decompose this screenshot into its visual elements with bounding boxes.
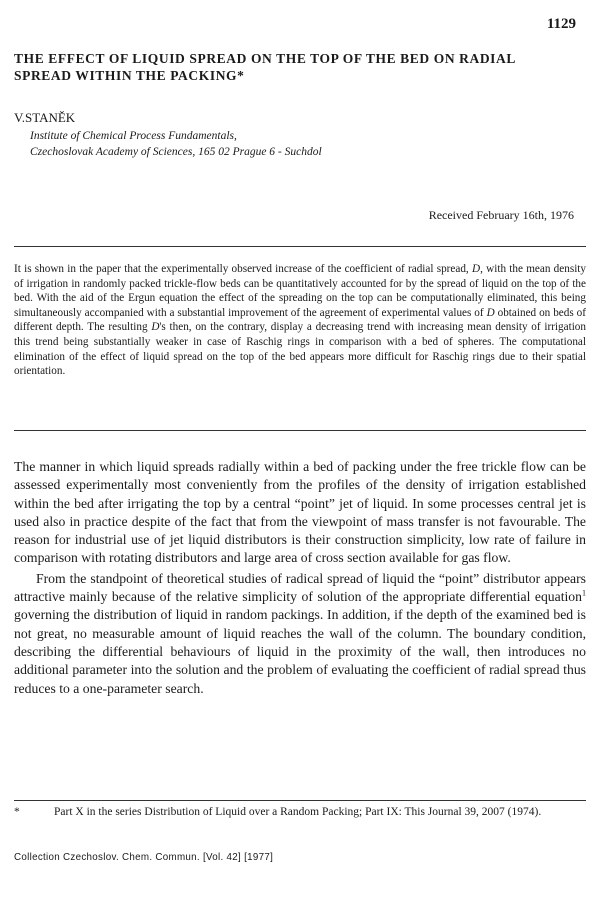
footnote [14,804,586,820]
abstract-text-4: 's then, on the contrary, display a decreasing trend with increasing mean density of irrigation this trend being substantially weaker in case of Raschig rings in comparison with a bed of spheres. The computational elimination of the effect of liquid spread on the top of the bed appears more difficult for Raschig rings due to their spatial orientation. [14,321,586,378]
footnote-text: Part X in the series Distribution of Liquid over a Random Packing; Part IX: This Journal 39, 2007 (1974). [54,806,542,818]
affiliation-line-2: Czechoslovak Academy of Sciences, 165 02 Prague 6 - Suchdol [30,146,322,158]
received-date: Received February 16th, 1976 [428,208,574,222]
abstract-symbol-d: D [151,321,160,334]
paragraph-2-text-b: governing the distribution of liquid in random packings. In addition, if the depth of the examined bed is not great, no measurable amount of liquid reaches the wall of the column. The boundary condition, describing the differential behaviours of liquid in the proximity of the wall, then introduces no additional parameter into the solution and the problem of evaluating the coefficient of radial spread thus reduces to a one-parameter search. [14,607,586,696]
reference-marker: 1 [582,588,586,598]
abstract-bottom-rule [14,430,586,431]
article-title: THE EFFECT OF LIQUID SPREAD ON THE TOP OF THE BED ON RADIAL SPREAD WITHIN THE PACKING* [14,51,516,83]
body-paragraph-2 [14,570,586,698]
body-text [14,458,586,698]
abstract-text-2: , with the mean density of irrigation in randomly packed trickle-flow beds can be quantitatively accounted for by the spread of liquid on the top of the bed. With the aid of the Ergun equation the effect of the spreading on the top can be computationally eliminated, this being simultaneously accompanied with a substantial improvement of the agreement of experimental values of [14,263,587,319]
abstract-text-3: obtained on beds of different depth. The resulting [14,306,586,334]
author-affiliation [30,128,570,160]
author-name: V.STANĚK [14,110,76,125]
page-number: 1129 [546,16,576,32]
abstract [14,262,586,379]
abstract-symbol-d: D [486,306,495,319]
abstract-symbol-d: D [472,263,481,275]
paragraph-2-text-a: From the standpoint of theoretical studies of radical spread of liquid the “point” distributor appears attractive mainly because of the relative simplicity of solution of the appropriate differential equation [14,570,586,605]
journal-citation-footer: Collection Czechoslov. Chem. Commun. [Vol. 42] [1977] [14,852,274,863]
abstract-top-rule [14,246,586,247]
affiliation-line-1: Institute of Chemical Process Fundamentals, [30,130,237,142]
abstract-text-1: It is shown in the paper that the experimentally observed increase of the coefficient of radial spread, [14,263,472,275]
footnote-marker: * [14,806,20,818]
body-paragraph-1: The manner in which liquid spreads radially within a bed of packing under the free trickle flow can be assessed experimentally most conveniently from the profiles of the density of irrigation established within the bed after irrigating the top by a central “point” jet of liquid. In some processes central jet is used also in practice despite of the fact that from the viewpoint of mass transfer is not favourable. The reason for industrial use of jet liquid distributors is their construction simplicity, low rate of failure in comparison with rotating distributors and large area of cross section available for gas flow. [14,459,586,566]
footnote-rule [14,800,586,801]
